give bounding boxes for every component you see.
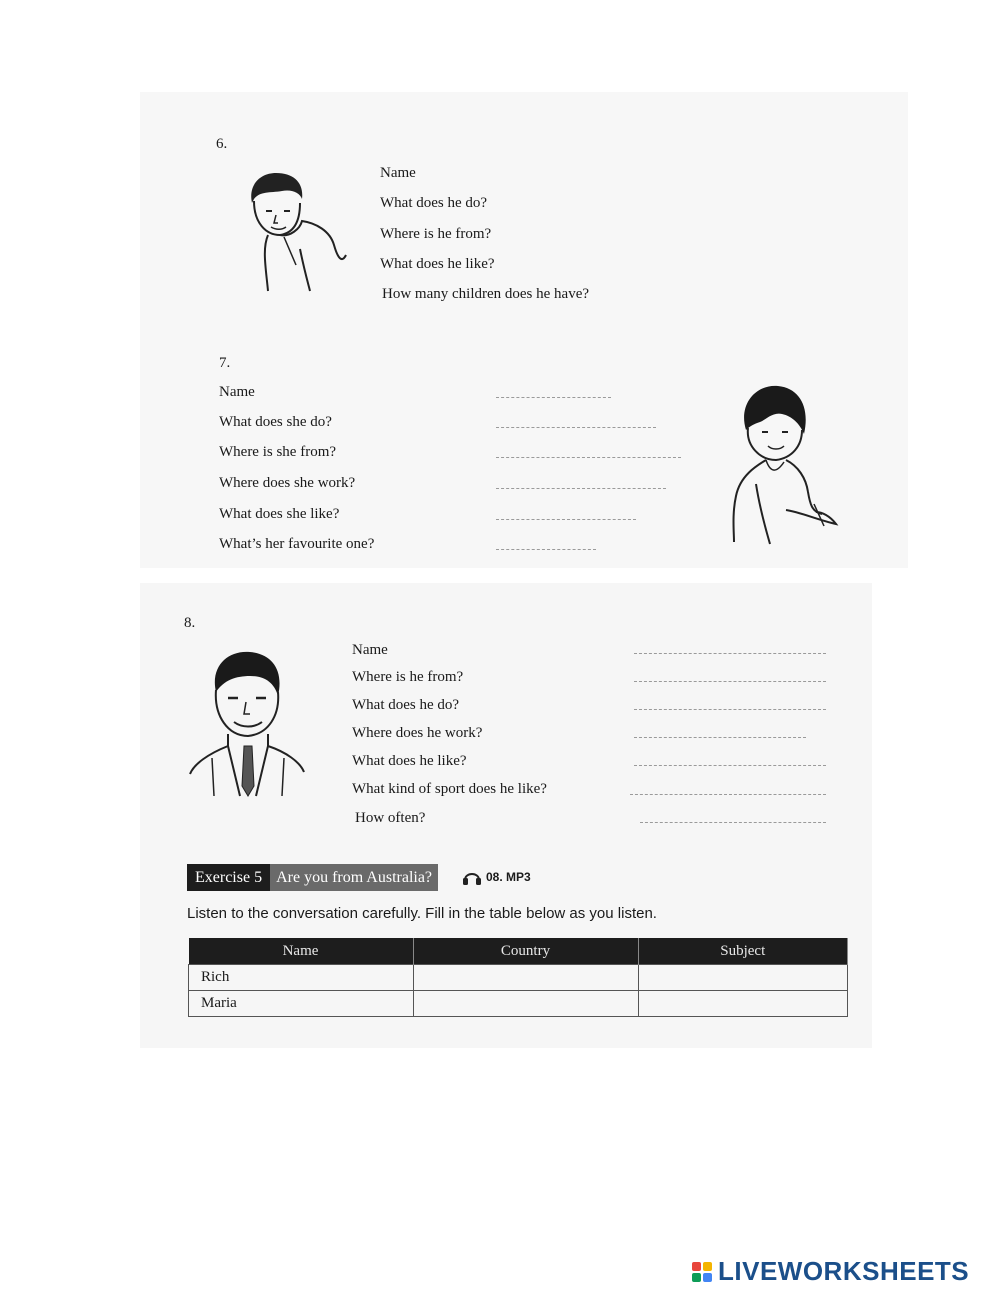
table-header-row [189, 938, 848, 965]
s7-question-job: What does she do? [219, 414, 332, 430]
s8-question-name: Name [352, 642, 388, 658]
s8-question-workplace: Where does he work? [352, 725, 483, 741]
s7-question-workplace: Where does she work? [219, 475, 356, 491]
cell-name: Maria [189, 991, 414, 1017]
s8-question-job: What does he do? [352, 697, 460, 713]
woman-portrait-illustration [726, 380, 842, 548]
header-name: Name [189, 938, 414, 965]
s7-answer-line[interactable] [496, 549, 596, 550]
table-row [189, 965, 848, 991]
s8-question-sport: What kind of sport does he like? [352, 781, 547, 797]
s8-answer-line[interactable] [634, 709, 826, 710]
s7-question-name: Name [219, 384, 255, 400]
logo-grid-icon [692, 1262, 712, 1282]
exercise-title: Are you from Australia? [270, 864, 438, 891]
s7-question-likes: What does she like? [219, 506, 340, 522]
header-country: Country [413, 938, 638, 965]
s7-answer-line[interactable] [496, 427, 656, 428]
section-8-number: 8. [184, 615, 196, 631]
s8-answer-line[interactable] [640, 822, 826, 823]
audio-reference [462, 868, 531, 886]
cell-subject-input[interactable] [638, 991, 848, 1017]
s8-question-likes: What does he like? [352, 753, 467, 769]
s7-answer-line[interactable] [496, 397, 611, 398]
s6-question-likes: What does he like? [380, 256, 495, 272]
s7-answer-line[interactable] [496, 457, 681, 458]
s8-answer-line[interactable] [634, 653, 826, 654]
s8-question-frequency: How often? [355, 810, 426, 826]
s8-question-origin: Where is he from? [352, 669, 464, 685]
section-7-number: 7. [219, 355, 231, 371]
exercise-banner [187, 864, 438, 891]
cell-country-input[interactable] [413, 965, 638, 991]
logo-text: LIVEWORKSHEETS [718, 1256, 970, 1286]
s8-answer-line[interactable] [634, 681, 826, 682]
audio-filename: 08. MP3 [486, 870, 531, 884]
answer-table [188, 938, 848, 1017]
table-row [189, 991, 848, 1017]
s6-question-children: How many children does he have? [382, 286, 590, 302]
s6-question-name: Name [380, 165, 416, 181]
liveworksheets-logo [692, 1256, 969, 1287]
s7-answer-line[interactable] [496, 488, 666, 489]
man-in-suit-illustration [188, 646, 306, 800]
cell-country-input[interactable] [413, 991, 638, 1017]
headphones-icon [462, 868, 482, 886]
s7-question-origin: Where is she from? [219, 444, 337, 460]
section-6-number: 6. [216, 136, 228, 152]
s8-answer-line[interactable] [634, 737, 806, 738]
s7-question-favourite: What’s her favourite one? [219, 536, 375, 552]
header-subject: Subject [638, 938, 848, 965]
man-portrait-illustration [238, 165, 350, 297]
cell-subject-input[interactable] [638, 965, 848, 991]
exercise-label: Exercise 5 [187, 864, 270, 891]
s6-question-origin: Where is he from? [380, 226, 492, 242]
s7-answer-line[interactable] [496, 519, 636, 520]
cell-name: Rich [189, 965, 414, 991]
exercise-instruction: Listen to the conversation carefully. Fill in the table below as you listen. [187, 905, 657, 922]
s6-question-job: What does he do? [380, 195, 488, 211]
s8-answer-line[interactable] [630, 794, 826, 795]
s8-answer-line[interactable] [634, 765, 826, 766]
